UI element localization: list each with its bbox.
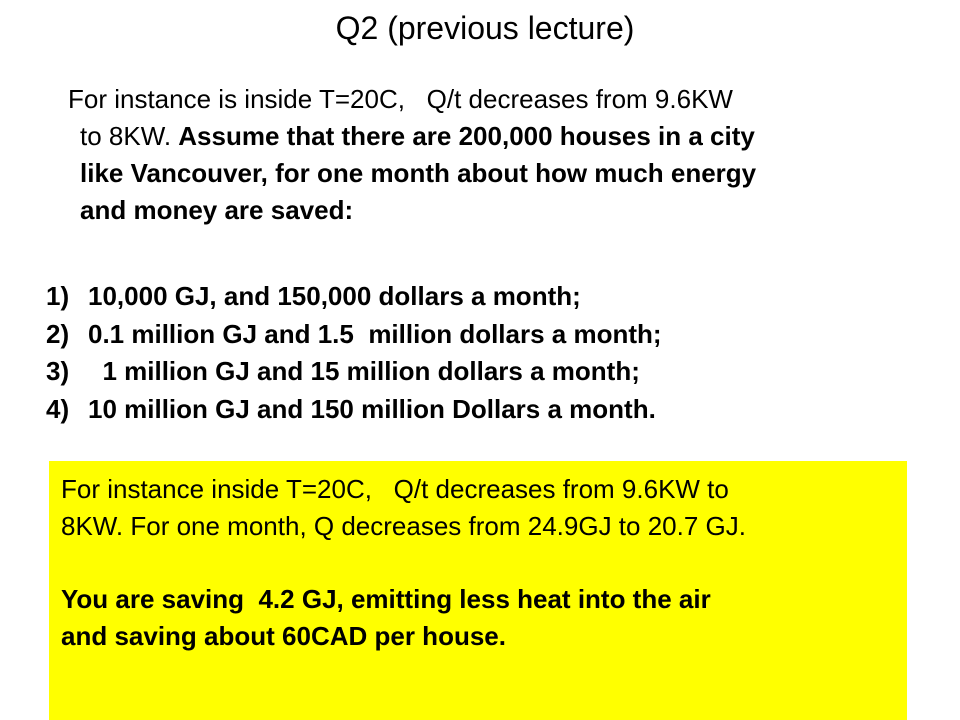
answer-line-3: You are saving 4.2 GJ, emitting less heat into the air <box>61 584 711 614</box>
answer-options <box>46 278 926 428</box>
option-2 <box>46 316 926 354</box>
question-line-2-bold: Assume that there are 200,000 houses in a city <box>178 121 755 151</box>
answer-line-2: 8KW. For one month, Q decreases from 24.9GJ to 20.7 GJ. <box>61 511 746 541</box>
answer-line-1: For instance inside T=20C, Q/t decreases from 9.6KW to <box>61 474 729 504</box>
option-number: 3) <box>46 356 70 386</box>
option-3 <box>46 353 926 391</box>
option-number: 4) <box>46 393 70 424</box>
option-text: 0.1 million GJ and 1.5 million dollars a month; <box>88 318 662 349</box>
answer-line-4: and saving about 60CAD per house. <box>61 621 506 651</box>
option-text: 10 million GJ and 150 million Dollars a month. <box>88 393 656 424</box>
question-line-1: For instance is inside T=20C, Q/t decreases from 9.6KW <box>68 84 733 114</box>
question-text <box>68 81 918 229</box>
option-number: 1) <box>46 281 70 311</box>
option-1 <box>46 278 926 316</box>
answer-spacer <box>61 545 907 581</box>
question-line-3: like Vancouver, for one month about how much energy <box>80 158 757 188</box>
question-line-4: and money are saved: <box>80 195 354 225</box>
answer-highlight-box <box>49 461 907 720</box>
slide-title: Q2 (previous lecture) <box>335 10 635 46</box>
option-number: 2) <box>46 318 70 349</box>
question-line-2 <box>68 118 918 155</box>
question-line-2-prefix: to 8KW. <box>80 121 179 151</box>
option-text: 10,000 GJ, and 150,000 dollars a month; <box>88 281 581 311</box>
option-text: 1 million GJ and 15 million dollars a month; <box>88 356 640 386</box>
option-4 <box>46 391 926 429</box>
